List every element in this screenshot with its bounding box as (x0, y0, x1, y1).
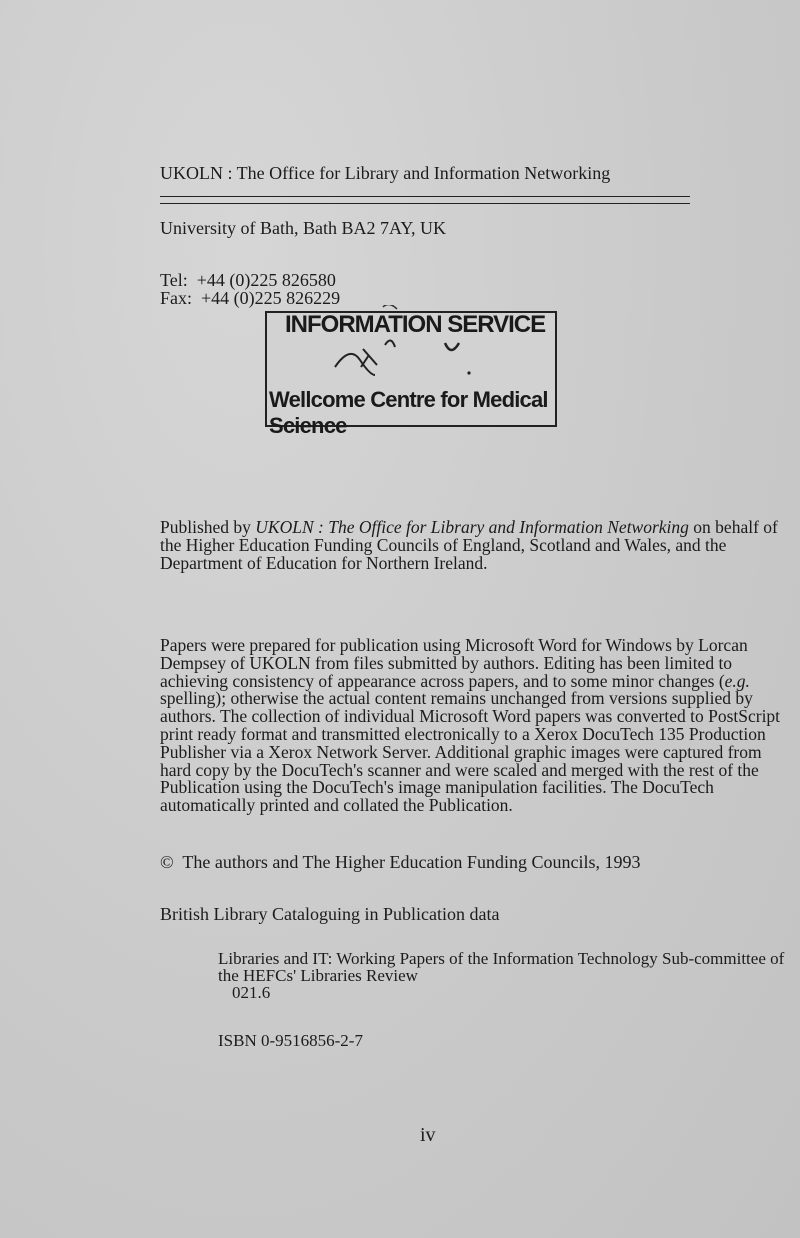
page-title: UKOLN : The Office for Library and Information Networking (160, 163, 611, 183)
title-rule (160, 196, 690, 204)
publisher-rest: on behalf of the Higher Education Funding Councils of England, Scotland and Wales, and the Department of Education for Northern Ireland. (160, 517, 778, 573)
production-note-eg: e.g. (724, 670, 750, 691)
information-service-logo (265, 305, 555, 438)
logo-bottom-text: Wellcome Centre for Medical Science (269, 387, 548, 438)
classification-number: 021.6 (232, 983, 271, 1002)
production-note-part2: spelling); otherwise the actual content remains unchanged from versions supplied by authors. The collection of individual Microsoft Word papers was converted to PostScript print ready format and transmitted electronically to a Xerox DocuTech 135 Production Publisher via a Xerox Network Server. Additional graphic images were captured from hard copy by the DocuTech's scanner and were scaled and merged with the rest of the Publication using the DocuTech's image manipulation facilities. The DocuTech automatically printed and collated the Publication. (160, 688, 781, 816)
publisher-prefix: Published by (160, 517, 256, 537)
isbn: ISBN 0-9516856-2-7 (218, 1031, 363, 1050)
copyright-notice: © The authors and The Higher Education Funding Councils, 1993 (160, 852, 641, 872)
logo-top-text: INFORMATION SERVICE (285, 311, 546, 338)
telephone-line: Tel: +44 (0)225 826580 (160, 270, 336, 290)
production-note-part1: Papers were prepared for publication using Microsoft Word for Windows by Lorcan Dempsey of UKOLN from files submitted by authors. Editing has been limited to achieving consistency of appearance across papers, and to some minor changes ( (160, 635, 748, 691)
fax-line: Fax: +44 (0)225 826229 (160, 288, 341, 308)
catalogue-title-line2: the HEFCs' Libraries Review (218, 966, 418, 985)
production-note (160, 637, 792, 815)
cataloguing-heading: British Library Cataloguing in Publication data (160, 904, 500, 924)
publisher-statement (160, 519, 792, 572)
publisher-org: UKOLN : The Office for Library and Information Networking (255, 517, 689, 537)
page-number: iv (420, 1124, 436, 1146)
catalogue-title-line1: Libraries and IT: Working Papers of the Information Technology Sub-committee of (218, 949, 785, 968)
address-line: University of Bath, Bath BA2 7AY, UK (160, 218, 447, 238)
